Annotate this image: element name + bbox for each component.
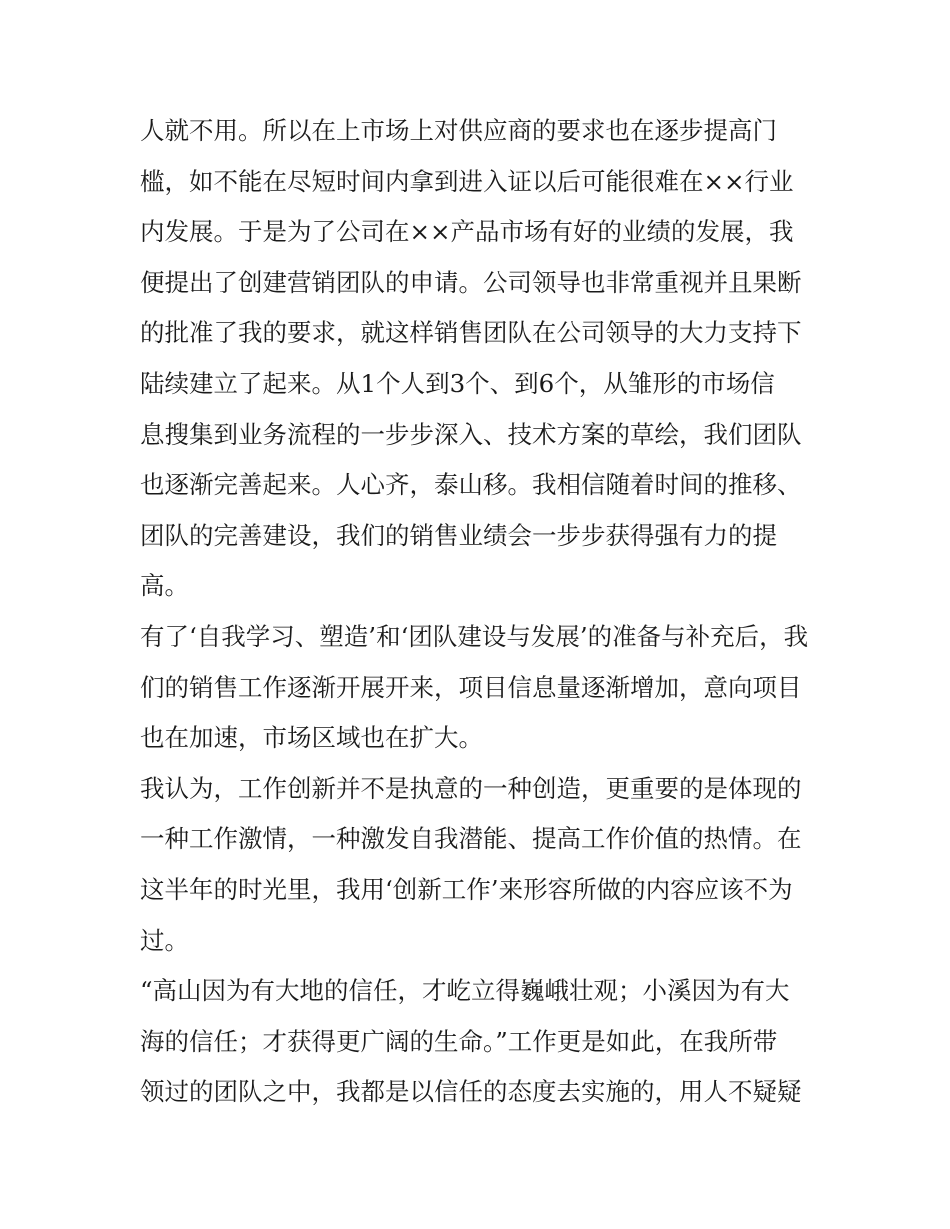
text-line: 槛，如不能在尽短时间内拿到进入证以后可能很难在××行业 (140, 166, 794, 196)
text-line: 也逐渐完善起来。人心齐，泰山移。我相信随着时间的推移、 (140, 470, 802, 500)
text-line: 们的销售工作逐渐开展开来，项目信息量逐渐增加，意向项目 (140, 672, 802, 702)
text-line: 也在加速，市场区域也在扩大。 (140, 723, 483, 753)
text-line: 息搜集到业务流程的一步步深入、技术方案的草绘，我们团队 (140, 419, 802, 449)
text-line: 人就不用。所以在上市场上对供应商的要求也在逐步提高门 (140, 116, 777, 145)
text-line: 这半年的时光里，我用‘创新工作’来形容所做的内容应该不为 (140, 874, 793, 904)
text-line: 陆续建立了起来。从1个人到3个、到6个，从雏形的市场信 (140, 368, 775, 398)
text-line: 一种工作激情，一种激发自我潜能、提高工作价值的热情。在 (140, 824, 802, 854)
text-line: 团队的完善建设，我们的销售业绩会一步步获得强有力的提 (140, 520, 777, 550)
text-line: “高山因为有大地的信任，才屹立得巍峨壮观；小溪因为有大 (140, 976, 790, 1006)
text-line: 过。 (140, 925, 189, 955)
text-line: 领过的团队之中，我都是以信任的态度去实施的，用人不疑疑 (140, 1077, 802, 1107)
text-line: 有了‘自我学习、塑造’和‘团队建设与发展’的准备与补充后，我 (140, 621, 809, 651)
text-line: 我认为，工作创新并不是执意的一种创造，更重要的是体现的 (140, 773, 802, 803)
text-line: 的批准了我的要求，就这样销售团队在公司领导的大力支持下 (140, 318, 802, 348)
text-line: 便提出了创建营销团队的申请。公司领导也非常重视并且果断 (140, 267, 802, 297)
text-line: 海的信任；才获得更广阔的生命。”工作更是如此，在我所带 (140, 1026, 778, 1056)
text-line: 内发展。于是为了公司在××产品市场有好的业绩的发展，我 (140, 217, 794, 247)
text-line: 高。 (140, 571, 189, 601)
body-text (140, 106, 820, 1118)
